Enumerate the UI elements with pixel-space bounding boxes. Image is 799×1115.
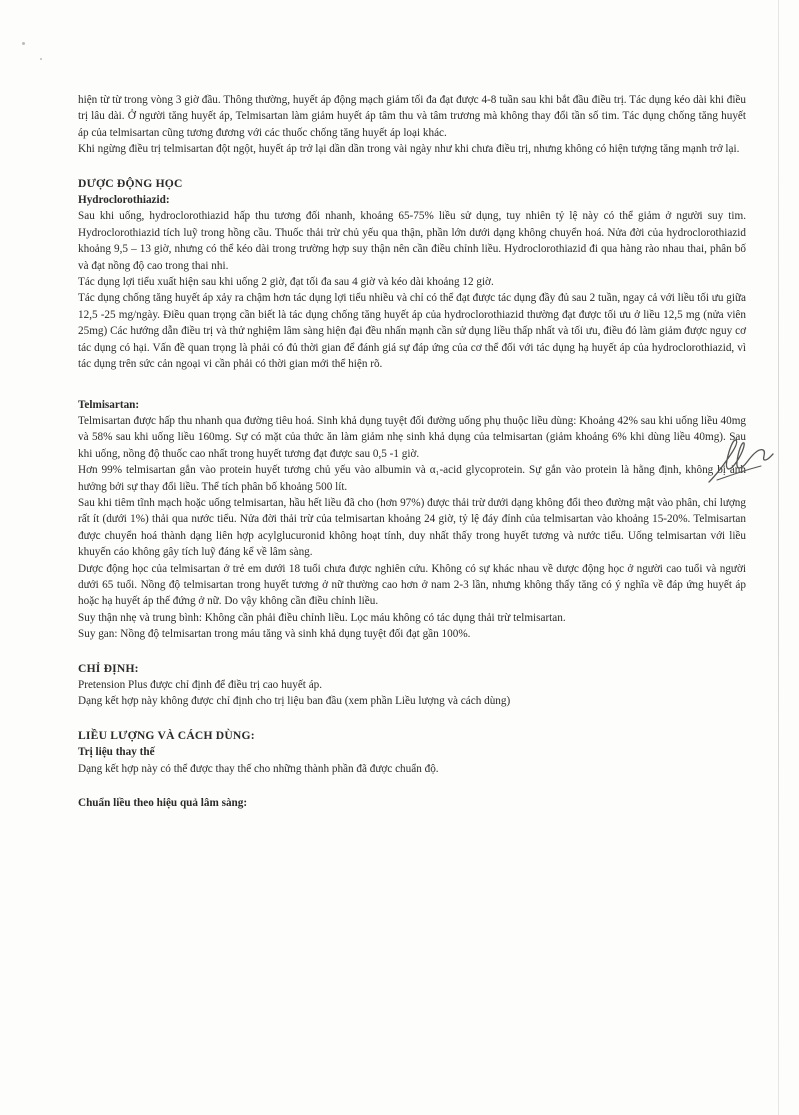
paragraph: Dược động học của telmisartan ở trẻ em dưới 18 tuổi chưa được nghiên cứu. Không có sự khác nhau về dược động học ở người cao tuổi và người dưới 65 tuổi. Nồng độ telmisartan trong huyết tương ở nữ thường cao hơn ở nam 2-3 lần, nhưng không thấy tăng có ý nghĩa về đáp ứng huyết áp hoặc hạ huyết áp thế đứng ở nữ. Do vậy không cần điều chỉnh liều. [78,562,746,608]
document-page [78,92,746,811]
paragraph: Suy gan: Nồng độ telmisartan trong máu tăng và sinh khả dụng tuyệt đối đạt gần 100%. [78,628,471,641]
subsection-title: Telmisartan: [78,398,140,411]
dosage-section [78,728,746,812]
scan-edge [778,0,779,1115]
intro-paragraph: Khi ngừng điều trị telmisartan đột ngột, huyết áp trở lại dần dần trong vài ngày như khi chưa điều trị, nhưng không có hiện tượng tăng mạnh trở lại. [78,143,740,156]
section-heading: LIỀU LƯỢNG VÀ CÁCH DÙNG: [78,728,255,742]
paragraph: Hơn 99% telmisartan gắn vào protein huyết tương chủ yếu vào albumin và α₁-acid glycoprotein. Sự gắn vào protein là hằng định, không bị ảnh hưởng bởi sự thay đổi liều. Thể tích phân bố khoảng 500 lít. [78,464,746,493]
scan-speck [40,58,42,60]
paragraph: Dạng kết hợp này có thể được thay thế cho những thành phần đã được chuẩn độ. [78,762,439,775]
paragraph: Telmisartan được hấp thu nhanh qua đường tiêu hoá. Sinh khả dụng tuyệt đối đường uống phụ thuộc liều dùng: Khoảng 42% sau khi uống liều 40mg và 58% sau khi uống liều 160mg. Sự có mặt của thức ăn làm giảm nhẹ sinh khả dụng của telmisartan (giảm khoảng 6% khi dùng liều 40mg). Sau khi uống, nồng độ thuốc cao nhất trong huyết tương đạt được sau 0,5 -1 giờ. [78,414,746,460]
subsection-title: Hydroclorothiazid: [78,194,170,207]
paragraph: Sau khi uống, hydroclorothiazid hấp thu tương đối nhanh, khoảng 65-75% liều sử dụng, tuy nhiên tỷ lệ này có thể giảm ở người suy tim. Hydroclorothiazid tích luỹ trong hồng cầu. Thuốc thải trừ chủ yếu qua thận, phần lớn dưới dạng không chuyển hoá. Nửa đời của hydroclorothiazid khoảng 9,5 – 13 giờ, nhưng có thể kéo dài trong trường hợp suy thận nên cần điều chỉnh liều. Hydroclorothiazid đi qua hàng rào nhau thai, phân bố và đạt nồng độ cao trong thai nhi. [78,210,746,272]
pharmacokinetics-section [78,176,746,643]
paragraph: Tác dụng lợi tiểu xuất hiện sau khi uống 2 giờ, đạt tối đa sau 4 giờ và kéo dài khoảng 12 giờ. [78,276,494,289]
intro-section [78,92,746,158]
paragraph: Tác dụng chống tăng huyết áp xảy ra chậm hơn tác dụng lợi tiểu nhiều và chỉ có thể đạt được tác dụng đầy đủ sau 2 tuần, ngay cả với liều tối ưu giữa 12,5 -25 mg/ngày. Điều quan trọng cần biết là tác dụng chống tăng huyết áp của hydroclorothiazid thường đạt được tối ưu ở liều 12,5 mg (nửa viên 25mg) Các hướng dẫn điều trị và thử nghiệm lâm sàng hiện đại đều nhấn mạnh cần sử dụng liều thấp nhất và tối ưu, điều đó làm giảm được nguy cơ tác dụng có hại. Vấn đề quan trọng là phải có đủ thời gian để đánh giá sự đáp ứng của cơ thể đối với tác dụng hạ huyết áp của hydroclorothiazid, vì tác dụng trên sức cản ngoại vi cần phải có thời gian mới thể hiện rõ. [78,292,746,371]
section-heading: DƯỢC ĐỘNG HỌC [78,176,183,190]
subsection-title: Trị liệu thay thế [78,746,155,759]
paragraph: Dạng kết hợp này không được chỉ định cho trị liệu ban đầu (xem phần Liều lượng và cách dùng) [78,695,511,708]
handwritten-signature [705,430,775,490]
paragraph: Suy thận nhẹ và trung bình: Không cần phải điều chỉnh liều. Lọc máu không có tác dụng thải trừ telmisartan. [78,611,566,624]
paragraph: Sau khi tiêm tĩnh mạch hoặc uống telmisartan, hầu hết liều đã cho (hơn 97%) được thải trừ dưới dạng không đổi theo đường mật vào phân, chỉ lượng rất ít (dưới 1%) thải qua nước tiểu. Nửa đời thải trừ của telmisartan khoảng 24 giờ, tỷ lệ đáy đỉnh của telmisartan vào khoảng 15-20%. Telmisartan được chuyển hoá thành dạng liên hợp acylglucuronid không hoạt tính, duy nhất thấy trong huyết tương và nước tiểu. Uống telmisartan với liều khuyến cáo không gây tích luỹ đáng kể về lâm sàng. [78,496,746,559]
scan-speck [22,42,25,45]
section-heading: CHỈ ĐỊNH: [78,661,139,675]
intro-paragraph: hiện từ từ trong vòng 3 giờ đầu. Thông thường, huyết áp động mạch giảm tối đa đạt được 4-8 tuần sau khi bắt đầu điều trị. Tác dụng kéo dài khi điều trị lâu dài. Ở người tăng huyết áp, Telmisartan làm giảm huyết áp tâm thu và tâm trương mà không thay đổi tần số tim. Tác dụng chống tăng huyết áp của telmisartan cũng tương đương với các thuốc chống tăng huyết áp loại khác. [78,94,746,139]
paragraph: Pretension Plus được chỉ định để điều trị cao huyết áp. [78,679,323,691]
indications-section [78,661,746,710]
subsection-title: Chuẩn liều theo hiệu quả lâm sàng: [78,797,248,810]
